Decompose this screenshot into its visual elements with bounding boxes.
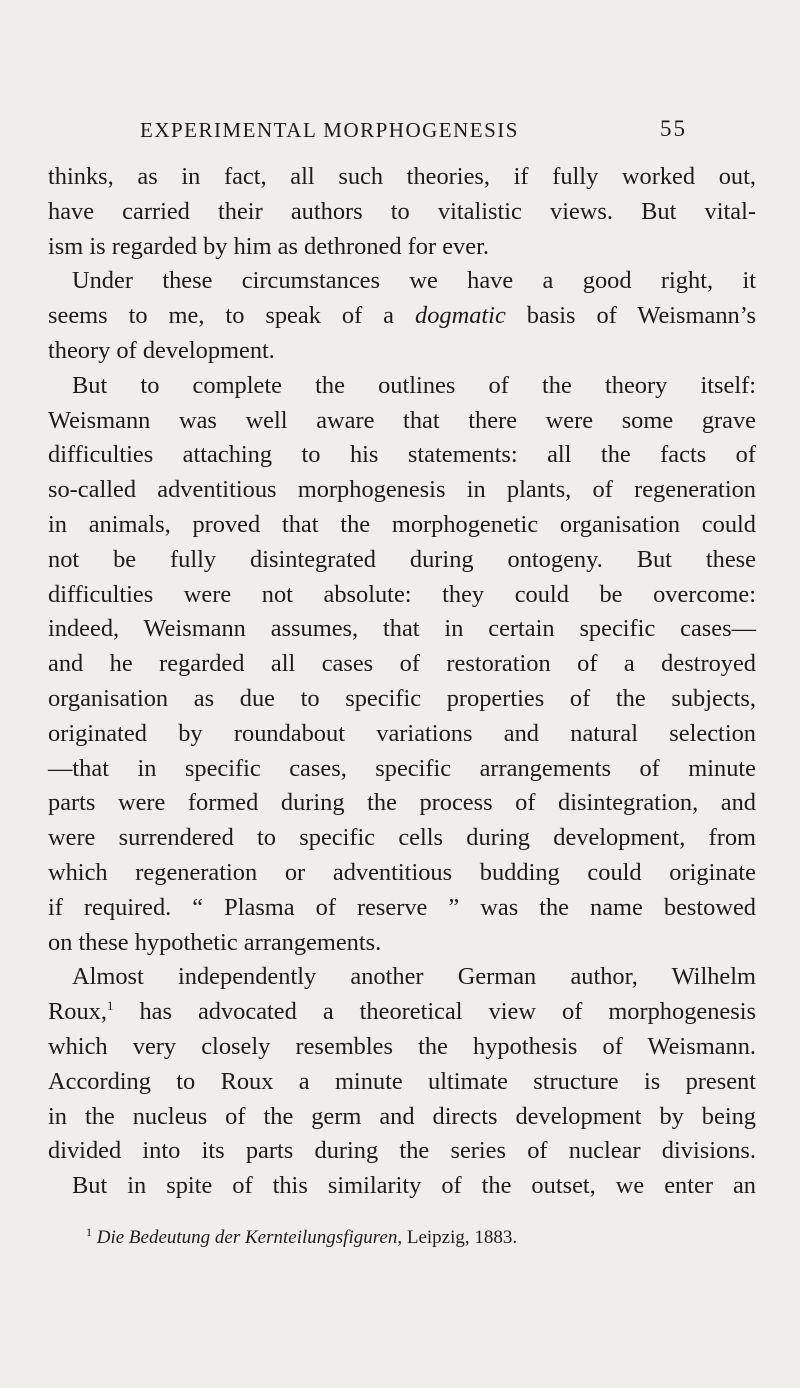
text-line: Almost independently another German author, Wilhelm <box>72 963 756 991</box>
text-line: difficulties attaching to his statements: all the facts of <box>48 441 756 469</box>
text-line: on these hypothetic arrangements. <box>48 928 382 956</box>
running-title: EXPERIMENTAL MORPHOGENESIS <box>140 118 519 142</box>
text-line: Weismann was well aware that there were some grave <box>48 406 756 434</box>
text-line: seems to me, to speak of a dogmatic basis of Weismann’s <box>48 302 756 330</box>
text-line: so-called adventitious morphogenesis in plants, of regeneration <box>48 476 756 504</box>
text-line: and he regarded all cases of restoration of a destroyed <box>48 650 756 678</box>
footnote <box>48 1226 756 1250</box>
footnote-title: Die Bedeutung der Kernteilungsfiguren <box>96 1227 398 1248</box>
text-line: —that in specific cases, specific arrangements of minute <box>48 754 756 782</box>
text-line: if required. “ Plasma of reserve ” was the name bestowed <box>48 893 756 921</box>
running-head <box>140 116 687 146</box>
text-line: thinks, as in fact, all such theories, if fully worked out, <box>48 163 756 190</box>
text-line: ism is regarded by him as dethroned for ever. <box>48 232 489 260</box>
text-line: in animals, proved that the morphogenetic organisation could <box>48 510 756 538</box>
footnote-rest: , Leipzig, 1883. <box>397 1227 518 1248</box>
text-line: indeed, Weismann assumes, that in certain specific cases— <box>48 615 756 643</box>
text-line: According to Roux a minute ultimate structure is present <box>48 1067 756 1095</box>
text-line: theory of development. <box>48 336 275 364</box>
text-line: But to complete the outlines of the theory itself: <box>72 371 756 399</box>
text-line: Roux,$^1$ has advocated a theoretical view of morphogenesis <box>48 998 756 1026</box>
text-line: But in spite of this similarity of the outset, we enter an <box>72 1172 756 1200</box>
text-line: divided into its parts during the series of nuclear divisions. <box>48 1137 756 1165</box>
page-number: 55 <box>660 116 687 141</box>
text-line: which regeneration or adventitious budding could originate <box>48 858 756 886</box>
text-line: were surrendered to specific cells during development, from <box>48 824 756 852</box>
text-line: Under these circumstances we have a good right, it <box>72 267 756 295</box>
text-line: have carried their authors to vitalistic views. But vital- <box>48 197 756 225</box>
text-line: which very closely resembles the hypothesis of Weismann. <box>48 1032 756 1060</box>
text-line: not be fully disintegrated during ontogeny. But these <box>48 545 756 573</box>
text-line: parts were formed during the process of disintegration, and <box>48 789 756 817</box>
text-line: in the nucleus of the germ and directs development by being <box>48 1102 756 1130</box>
text-line: difficulties were not absolute: they could be overcome: <box>48 580 756 608</box>
footnote-marker: 1 <box>86 1225 92 1239</box>
text-line: originated by roundabout variations and natural selection <box>48 719 756 747</box>
text-line: organisation as due to specific properties of the subjects, <box>48 684 756 712</box>
body-text <box>48 160 756 1204</box>
